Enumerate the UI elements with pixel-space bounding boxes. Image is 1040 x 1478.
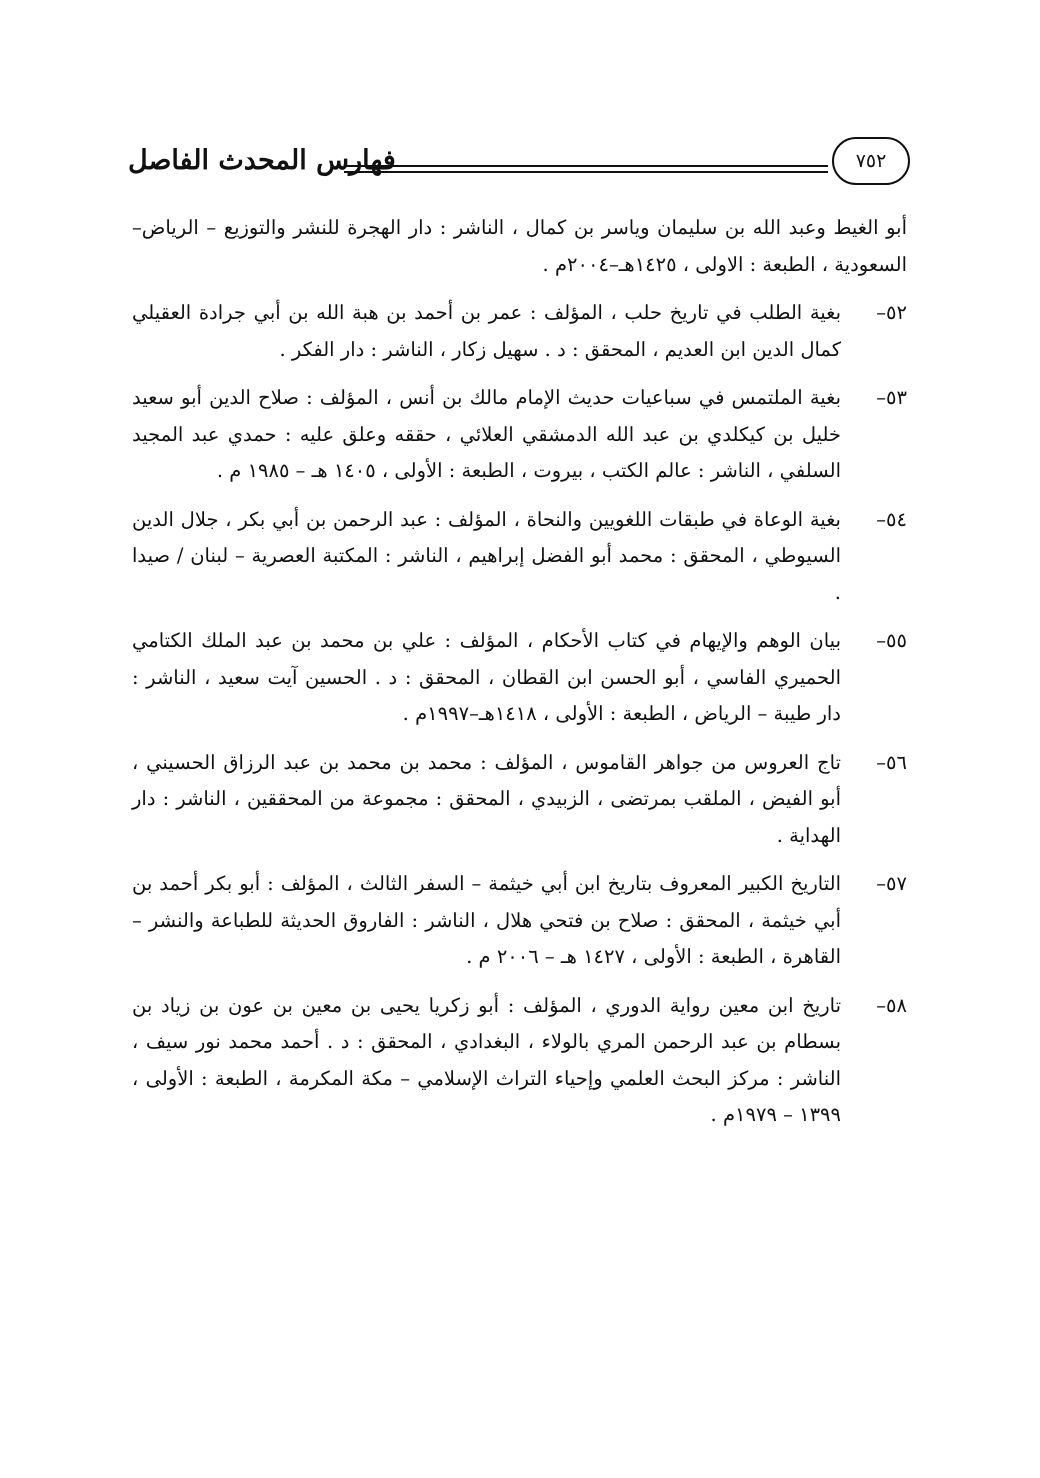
- header-double-rule: [344, 165, 828, 177]
- continued-entry-text: أبو الغيط وعبد الله بن سليمان وياسر بن كمال ، الناشر : دار الهجرة للنشر والتوزيع – الرياض–السعودية ، الطبعة : الاولى ، ١٤٢٥هـ–٢٠٠٤م .: [132, 216, 907, 276]
- continued-entry: [132, 210, 907, 283]
- entry-text: تاريخ ابن معين رواية الدوري ، المؤلف : أبو زكريا يحيى بن معين بن عون بن زياد بن بسطام بن عبد الرحمن المري بالولاء ، البغدادي ، المحقق : د . أحمد محمد نور سيف ، الناشر : مركز البحث العلمي وإحياء التراث الإسلامي – مكة المكرمة ، الطبعة : الأولى ، ١٣٩٩ – ١٩٧٩م .: [132, 993, 841, 1126]
- entry-number: ٥٦–: [876, 750, 907, 774]
- entry-text: التاريخ الكبير المعروف بتاريخ ابن أبي خيثمة – السفر الثالث ، المؤلف : أبو بكر أحمد بن أبي خيثمة ، المحقق : صلاح بن فتحي هلال ، الناشر : الفاروق الحديثة للطباعة والنشر – القاهرة ، الطبعة : الأولى ، ١٤٢٧ هـ – ٢٠٠٦ م .: [132, 872, 841, 968]
- entry-number: ٥٨–: [876, 993, 907, 1017]
- list-item: [132, 380, 907, 490]
- page-header: [128, 135, 910, 205]
- page-number: ٧٥٢: [855, 150, 887, 172]
- header-rule-top: [344, 165, 828, 167]
- entry-text: بغية الوعاة في طبقات اللغويين والنحاة ، المؤلف : عبد الرحمن بن أبي بكر ، جلال الدين السيوطي ، المحقق : محمد أبو الفضل إبراهيم ، الناشر : المكتبة العصرية – لبنان / صيدا .: [132, 507, 841, 604]
- entry-text: بغية الطلب في تاريخ حلب ، المؤلف : عمر بن أحمد بن هبة الله بن أبي جرادة العقيلي كمال الدين ابن العديم ، المحقق : د . سهيل زكار ، الناشر : دار الفكر .: [132, 301, 841, 361]
- entry-number: ٥٢–: [876, 301, 907, 324]
- list-item: [132, 623, 907, 733]
- header-rule-bottom: [344, 171, 828, 173]
- entry-number: ٥٤–: [876, 507, 907, 531]
- list-item: [132, 502, 907, 612]
- running-title: فهارس المحدث الفاصل: [128, 145, 396, 176]
- page-number-badge: [832, 137, 910, 185]
- list-item: [132, 295, 907, 368]
- entry-number: ٥٧–: [876, 872, 907, 895]
- entry-text: بغية الملتمس في سباعيات حديث الإمام مالك بن أنس ، المؤلف : صلاح الدين أبو سعيد خليل بن كيكلدي بن عبد الله الدمشقي العلائي ، حققه وعلق عليه : حمدي عبد المجيد السلفي ، الناشر : عالم الكتب ، بيروت ، الطبعة : الأولى ، ١٤٠٥ هـ – ١٩٨٥ م .: [132, 386, 841, 482]
- references-list: [132, 210, 907, 1146]
- entry-number: ٥٥–: [876, 629, 907, 652]
- entry-text: بيان الوهم والإيهام في كتاب الأحكام ، المؤلف : علي بن محمد بن عبد الملك الكتامي الحميري الفاسي ، أبو الحسن ابن القطان ، المحقق : د . الحسين آيت سعيد ، الناشر : دار طيبة – الرياض ، الطبعة : الأولى ، ١٤١٨هـ–١٩٩٧م .: [132, 629, 841, 725]
- entry-number: ٥٣–: [876, 386, 907, 409]
- entry-text: تاج العروس من جواهر القاموس ، المؤلف : محمد بن محمد بن عبد الرزاق الحسيني ، أبو الفيض ، الملقب بمرتضى ، الزبيدي ، المحقق : مجموعة من المحققين ، الناشر : دار الهداية .: [132, 750, 841, 847]
- list-item: [132, 745, 907, 855]
- list-item: [132, 988, 907, 1134]
- list-item: [132, 866, 907, 976]
